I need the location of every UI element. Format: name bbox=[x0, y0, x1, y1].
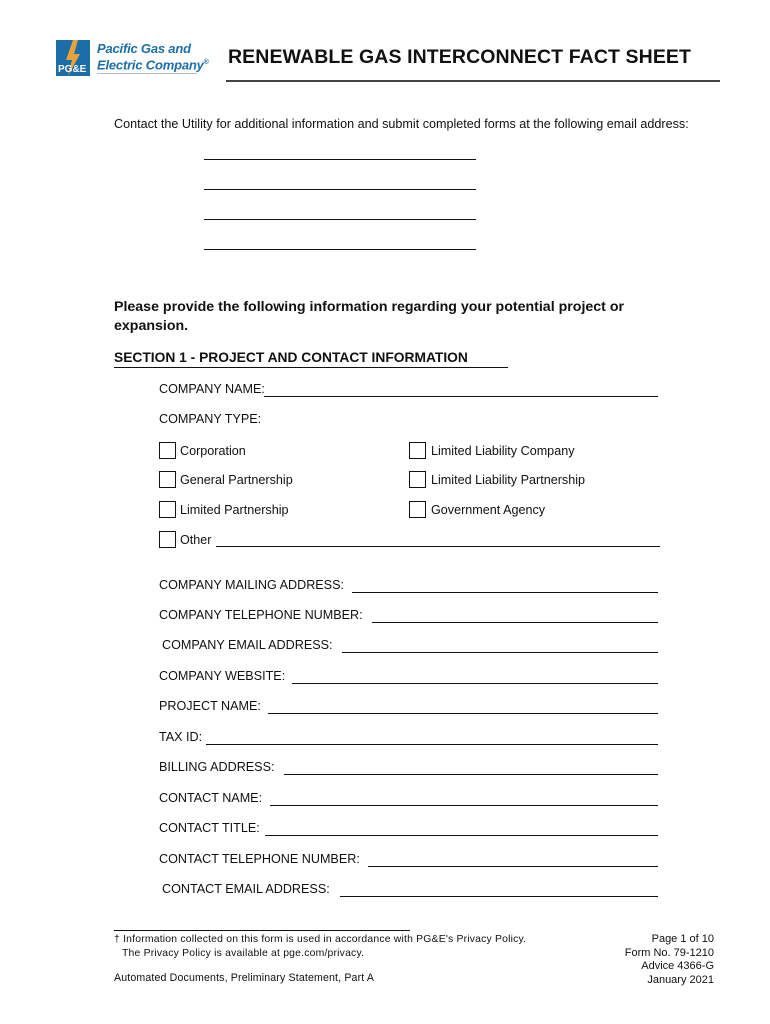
page-number: Page 1 of 10 bbox=[651, 933, 714, 945]
logo-mark-text: PG&E bbox=[58, 64, 87, 75]
corporation-checkbox[interactable] bbox=[159, 442, 176, 459]
pge-logo-mark bbox=[56, 40, 90, 76]
company-logo-text bbox=[97, 42, 209, 72]
mailing-address-field[interactable] bbox=[352, 592, 658, 593]
project-name-field[interactable] bbox=[268, 713, 658, 714]
email-blank-line-1[interactable] bbox=[204, 159, 476, 160]
form-number: Form No. 79-1210 bbox=[624, 946, 714, 959]
logo-line-2: Electric Company bbox=[97, 57, 204, 73]
contact-name-label: CONTACT NAME: bbox=[159, 791, 263, 805]
tax-id-field[interactable] bbox=[206, 744, 658, 745]
email-blank-line-3[interactable] bbox=[204, 219, 476, 220]
company-website-field[interactable] bbox=[292, 683, 658, 684]
company-telephone-label: COMPANY TELEPHONE NUMBER: bbox=[159, 608, 363, 622]
government-agency-label: Government Agency bbox=[431, 503, 546, 517]
company-email-label: COMPANY EMAIL ADDRESS: bbox=[162, 638, 333, 652]
advice-number: Advice 4366-G bbox=[641, 960, 714, 972]
footer-document-info: Automated Documents, Preliminary Statement, Part A bbox=[114, 972, 375, 984]
company-name-label: COMPANY NAME: bbox=[159, 382, 265, 396]
footnote-line-1: † Information collected on this form is used in accordance with PG&E's Privacy Policy. bbox=[114, 934, 527, 945]
general-partnership-checkbox[interactable] bbox=[159, 471, 176, 488]
company-telephone-field[interactable] bbox=[372, 622, 658, 623]
registered-mark: ® bbox=[203, 59, 209, 66]
company-email-field[interactable] bbox=[342, 652, 658, 653]
company-type-label: COMPANY TYPE: bbox=[159, 412, 262, 426]
contact-name-field[interactable] bbox=[270, 805, 658, 806]
mailing-address-label: COMPANY MAILING ADDRESS: bbox=[159, 578, 344, 592]
government-agency-checkbox[interactable] bbox=[409, 501, 426, 518]
other-field[interactable] bbox=[216, 546, 660, 547]
billing-address-label: BILLING ADDRESS: bbox=[159, 760, 275, 774]
corporation-label: Corporation bbox=[180, 444, 246, 458]
title-divider bbox=[226, 80, 720, 82]
email-blank-line-4[interactable] bbox=[204, 249, 476, 250]
footnote bbox=[114, 933, 526, 961]
section-1-underline bbox=[114, 367, 508, 368]
page-title: RENEWABLE GAS INTERCONNECT FACT SHEET bbox=[228, 46, 692, 68]
other-checkbox[interactable] bbox=[159, 531, 176, 548]
logo-line-1: Pacific Gas and bbox=[97, 41, 191, 56]
limited-partnership-label: Limited Partnership bbox=[180, 503, 289, 517]
llc-label: Limited Liability Company bbox=[431, 444, 575, 458]
contact-email-label: CONTACT EMAIL ADDRESS: bbox=[162, 882, 330, 896]
limited-partnership-checkbox[interactable] bbox=[159, 501, 176, 518]
general-partnership-label: General Partnership bbox=[180, 473, 293, 487]
footnote-divider bbox=[114, 930, 410, 931]
billing-address-field[interactable] bbox=[284, 774, 658, 775]
llp-label: Limited Liability Partnership bbox=[431, 473, 585, 487]
project-name-label: PROJECT NAME: bbox=[159, 699, 261, 713]
contact-telephone-label: CONTACT TELEPHONE NUMBER: bbox=[159, 852, 360, 866]
company-name-field[interactable] bbox=[264, 396, 658, 397]
contact-email-field[interactable] bbox=[340, 896, 658, 897]
contact-title-label: CONTACT TITLE: bbox=[159, 821, 260, 835]
contact-telephone-field[interactable] bbox=[368, 866, 658, 867]
llc-checkbox[interactable] bbox=[409, 442, 426, 459]
tax-id-label: TAX ID: bbox=[159, 730, 203, 744]
footer-form-info bbox=[560, 933, 714, 987]
other-label: Other bbox=[180, 533, 212, 547]
footnote-line-2: The Privacy Policy is available at pge.com/privacy. bbox=[122, 948, 365, 959]
form-date: January 2021 bbox=[647, 973, 714, 986]
logo-underline bbox=[97, 73, 197, 74]
contact-title-field[interactable] bbox=[265, 835, 658, 836]
section-1-title: SECTION 1 - PROJECT AND CONTACT INFORMATION bbox=[114, 350, 468, 365]
email-blank-line-2[interactable] bbox=[204, 189, 476, 190]
company-website-label: COMPANY WEBSITE: bbox=[159, 669, 286, 683]
intro-instructions: Please provide the following information regarding your potential project or expansion. bbox=[114, 299, 625, 334]
contact-instructions: Contact the Utility for additional information and submit completed forms at the following email address: bbox=[114, 117, 689, 131]
llp-checkbox[interactable] bbox=[409, 471, 426, 488]
